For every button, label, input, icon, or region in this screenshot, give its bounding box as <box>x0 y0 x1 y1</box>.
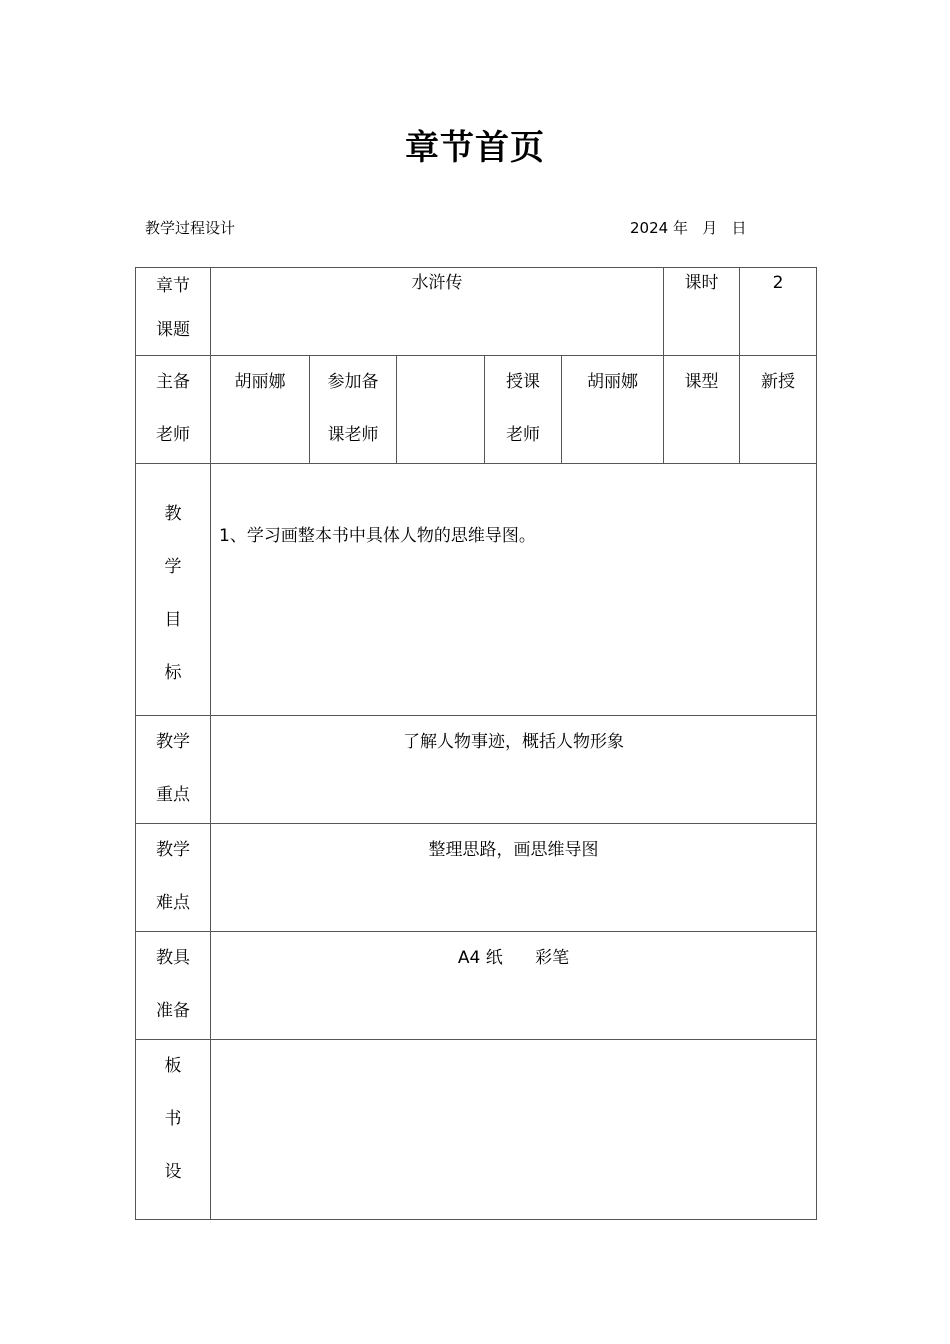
co-teacher-label-line-1: 参加备 <box>327 372 379 392</box>
key-point-content-cell <box>211 716 817 824</box>
key-point-text: 了解人物事迹，概括人物形象 <box>403 732 625 752</box>
co-teacher-label-cell <box>310 356 397 464</box>
document-type-label: 教学过程设计 <box>145 219 236 237</box>
lead-teacher-value: 胡丽娜 <box>234 372 286 392</box>
instructor-label-line-2: 老师 <box>506 425 540 445</box>
chapter-label-line-1: 章节 <box>156 276 190 296</box>
lead-teacher-label-cell <box>136 356 211 464</box>
instructor-value-cell <box>562 356 664 464</box>
board-label-char: 书 <box>164 1109 182 1129</box>
board-label-cell <box>136 1040 211 1220</box>
goal-row <box>136 464 817 716</box>
lesson-count-label: 课时 <box>684 273 719 293</box>
lesson-count-label-cell <box>664 268 740 356</box>
difficulty-label-line-1: 教学 <box>156 840 190 860</box>
key-point-label-line-1: 教学 <box>156 732 190 752</box>
goal-text: 1、学习画整本书中具体人物的思维导图。 <box>219 526 536 546</box>
difficulty-row <box>136 824 817 932</box>
tools-label-cell <box>136 932 211 1040</box>
difficulty-label-line-2: 难点 <box>156 893 190 913</box>
lesson-type-value-cell <box>740 356 817 464</box>
tools-label-line-2: 准备 <box>156 1001 190 1021</box>
date-label: 2024 年 月 日 <box>630 219 747 237</box>
lesson-type-label: 课型 <box>684 372 719 392</box>
goal-label-char: 学 <box>164 557 182 577</box>
instructor-label-cell <box>485 356 562 464</box>
lesson-count-value: 2 <box>772 273 784 293</box>
page-title: 章节首页 <box>405 128 545 168</box>
difficulty-text: 整理思路，画思维导图 <box>428 840 599 860</box>
lesson-count-value-cell <box>740 268 817 356</box>
goal-label-char: 目 <box>164 610 182 630</box>
lesson-type-label-cell <box>664 356 740 464</box>
difficulty-content-cell <box>211 824 817 932</box>
goal-label-char: 标 <box>164 663 182 683</box>
board-content-cell <box>211 1040 817 1220</box>
key-point-label-line-2: 重点 <box>156 785 190 805</box>
board-design-row <box>136 1040 817 1220</box>
tools-row <box>136 932 817 1040</box>
tools-content-cell <box>211 932 817 1040</box>
lesson-plan-table <box>135 267 817 1220</box>
co-teacher-label-line-2: 课老师 <box>327 425 379 445</box>
key-point-row <box>136 716 817 824</box>
key-point-label-cell <box>136 716 211 824</box>
lesson-type-value: 新授 <box>761 372 796 392</box>
lead-teacher-label-line-2: 老师 <box>156 425 190 445</box>
goal-label-char: 教 <box>164 504 182 524</box>
tools-item-1: A4 纸 <box>457 948 503 968</box>
lead-teacher-value-cell <box>211 356 310 464</box>
instructor-value: 胡丽娜 <box>587 372 639 392</box>
chapter-label-cell <box>136 268 211 356</box>
board-label-char: 设 <box>164 1162 182 1182</box>
tools-label-line-1: 教具 <box>156 948 190 968</box>
chapter-value: 水浒传 <box>411 273 463 293</box>
teacher-row <box>136 356 817 464</box>
chapter-label-line-2: 课题 <box>156 320 190 340</box>
tools-item-2: 彩笔 <box>535 948 570 968</box>
chapter-value-cell <box>211 268 664 356</box>
board-label-char: 板 <box>164 1056 182 1076</box>
lead-teacher-label-line-1: 主备 <box>156 372 190 392</box>
chapter-row <box>136 268 817 356</box>
goal-content-cell <box>211 464 817 716</box>
goal-label-cell <box>136 464 211 716</box>
difficulty-label-cell <box>136 824 211 932</box>
instructor-label-line-1: 授课 <box>506 372 540 392</box>
co-teacher-value-cell <box>397 356 485 464</box>
